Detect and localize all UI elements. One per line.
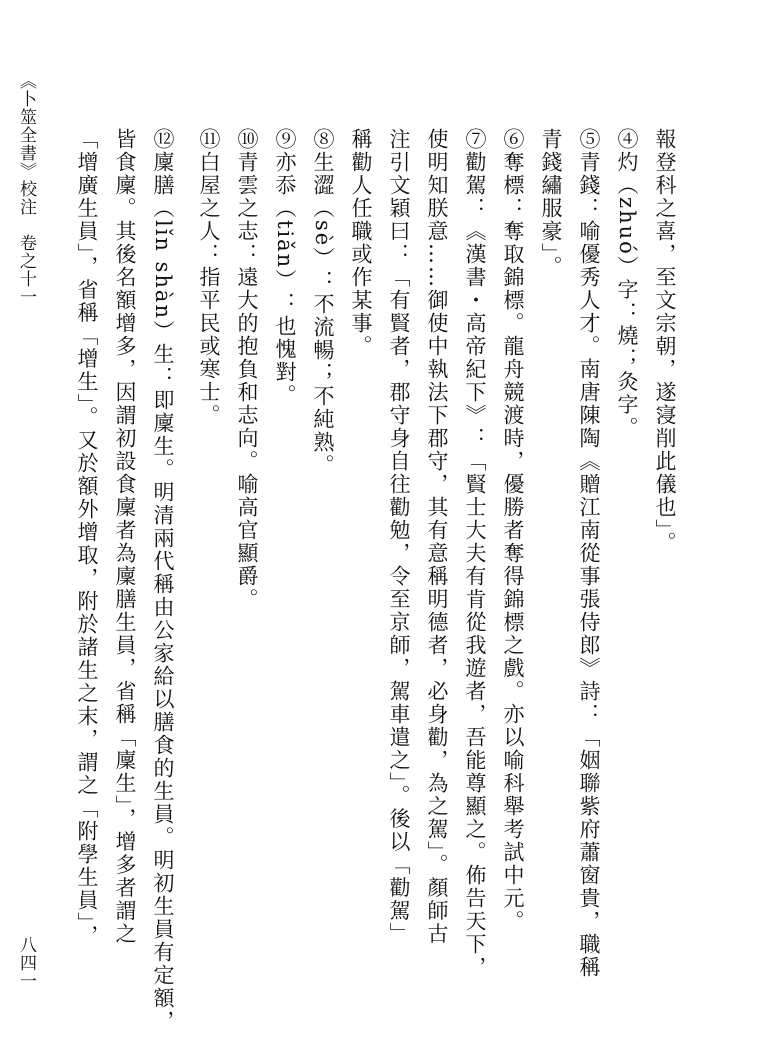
text-column-7: 使明知朕意……御使中執法下郡守，其有意稱明德者，必身勸，為之駕」。顏師古 xyxy=(425,128,449,946)
text-column-13: ⑪白屋之人：指平民或寒士。 xyxy=(197,128,221,427)
text-column-5: ⑥奪標：奪取錦標。龍舟競渡時，優勝者奪得錦標之戲。亦以喻科舉考試中元。 xyxy=(501,128,525,933)
text-column-8: 注引文穎曰：「有賢者，郡守身自往勸勉，令至京師，駕車遣之」。後以「勸駕」 xyxy=(387,128,411,946)
text-column-1: 報登科之喜，至文宗朝，遂寖削此儀也」。 xyxy=(653,128,677,555)
text-column-9: 稱勸人任職或作某事。 xyxy=(349,128,373,358)
text-column-10: ⑧生澀（sè）：不流暢；不純熟。 xyxy=(311,128,335,478)
text-column-16: 「增廣生員」，省稱「增生」。又於額外增取，附於諸生之末，謂之「附學生員」， xyxy=(75,128,99,948)
text-column-15: 皆食廩。其後名額增多，因謂初設食廩者為廩膳生員，省稱「廩生」，增多者謂之 xyxy=(113,128,137,946)
page-number: 八四一 xyxy=(16,936,36,990)
text-column-6: ⑦勸駕：《漢書・高帝紀下》：「賢士大夫有肯從我遊者，吾能尊顯之。佈告天下， xyxy=(463,128,487,979)
text-column-4: 青錢繡服豪」。 xyxy=(539,128,563,279)
text-column-3: ⑤青錢：喻優秀人才。南唐陳陶《贈江南從事張侍郎》詩：「姻聯紫府蕭窗貴，職稱 xyxy=(577,128,601,979)
text-column-2: ④灼（zhuó）字：燒；灸字。 xyxy=(615,128,639,440)
text-column-12: ⑩青雲之志：遠大的抱負和志向。喻高官顯爵。 xyxy=(235,128,259,611)
running-head: 《卜筮全書》校注 卷之十一 xyxy=(16,72,36,306)
text-column-11: ⑨亦忝（tiǎn）：也愧對。 xyxy=(273,128,297,408)
text-column-14: ⑫廩膳（lǐn shàn）生：即廩生。明清兩代稱由公家給以膳食的生員。明初生員有定額， xyxy=(151,128,175,1033)
